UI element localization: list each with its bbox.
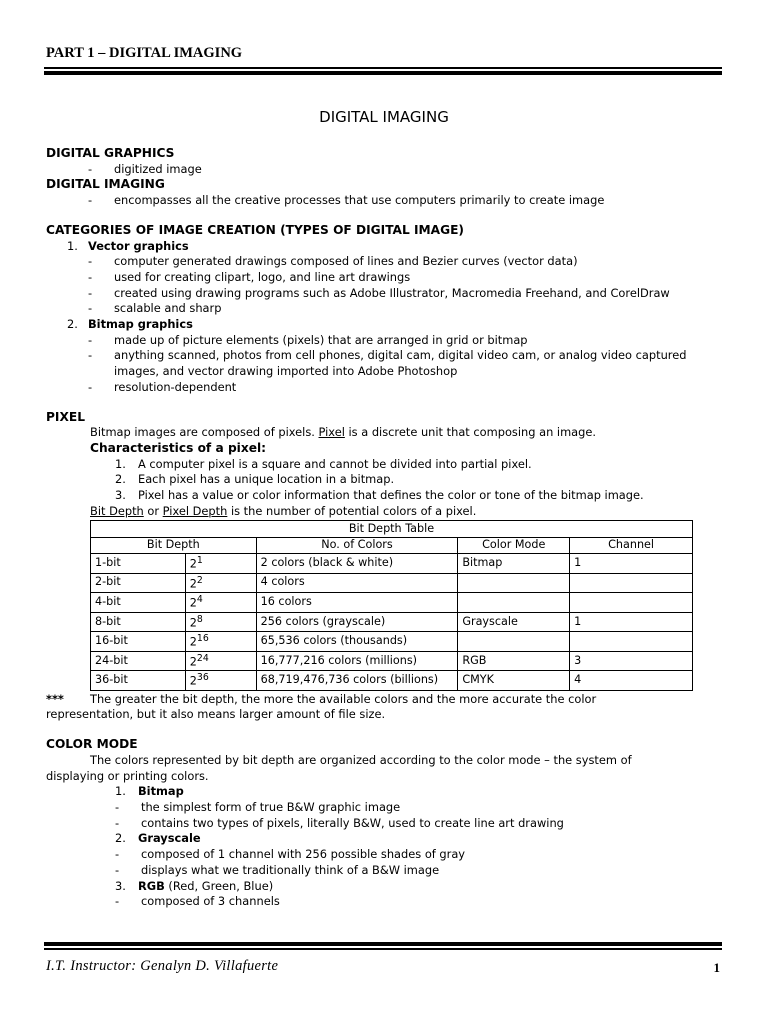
bullet-dash: - <box>115 894 120 909</box>
column-header: Channel <box>570 537 693 553</box>
bullet-item: - digitized image <box>88 161 202 176</box>
header-rule-thin <box>44 67 722 69</box>
bullet-item: - made up of picture elements (pixels) that are arranged in grid or bitmap <box>88 332 528 347</box>
bullet-dash: - <box>88 379 93 394</box>
color-mode-intro: The colors represented by bit depth are organized according to the color mode – the system of <box>90 752 632 767</box>
bullet-item: - composed of 1 channel with 256 possible shades of gray <box>115 847 466 862</box>
bit-depth-table <box>90 520 693 690</box>
table-caption-row: Bit Depth Table <box>91 521 693 537</box>
running-header: PART 1 – DIGITAL IMAGING <box>46 45 243 61</box>
column-header: Color Mode <box>458 537 570 553</box>
page-number: 1 <box>713 960 720 975</box>
table-row: 4-bit $2^4$ 16 colors <box>91 593 693 613</box>
table-header-row <box>91 537 693 553</box>
bullet-item: - composed of 3 channels <box>115 894 280 909</box>
bullet-item: - used for creating clipart, logo, and line art drawings <box>88 269 411 284</box>
section-heading-digital-imaging: DIGITAL IMAGING <box>46 177 165 192</box>
bullet-item: - created using drawing programs such as Adobe Illustrator, Macromedia Freehand, and CorelDraw <box>88 285 670 300</box>
spacer <box>46 396 726 410</box>
bullet-item: - displays what we traditionally think of a B&W image <box>115 862 440 877</box>
bit-depth-note-cont: representation, but it also means larger amount of file size. <box>46 707 386 722</box>
section-heading-pixel: PIXEL <box>46 409 85 424</box>
bullet-item: - the simplest form of true B&W graphic image <box>115 800 401 814</box>
numbered-item: 1. A computer pixel is a square and cannot be divided into partial pixel. <box>115 456 532 471</box>
table-row: 8-bit $2^8$ 256 colors (grayscale) Grayscale 1 <box>91 612 693 632</box>
bullet-item: - computer generated drawings composed of lines and Bezier curves (vector data) <box>88 254 578 269</box>
numbered-item: 2. Bitmap graphics <box>67 317 193 332</box>
bit-depth-note: *** The greater the bit depth, the more the available colors and the more accurate the color <box>46 691 597 706</box>
bullet-dash: - <box>88 285 93 300</box>
bullet-item: - contains two types of pixels, literally B&W, used to create line art drawing <box>115 815 564 830</box>
table-row: 2-bit $2^2$ 4 colors <box>91 573 693 593</box>
document-body <box>46 146 726 910</box>
bullet-dash: - <box>88 348 93 363</box>
numbered-item: 2. Grayscale <box>115 831 201 846</box>
pixel-characteristics-heading: Characteristics of a pixel: <box>90 440 267 455</box>
numbered-item: 1. Bitmap <box>115 784 184 799</box>
bullet-item: - scalable and sharp <box>88 301 222 316</box>
pixel-intro: Bitmap images are composed of pixels. Pixel is a discrete unit that composing an image. <box>90 425 597 440</box>
bullet-item: - resolution-dependent <box>88 379 237 394</box>
table-row: 24-bit $2^{24}$ 16,777,216 colors (millions) RGB 3 <box>91 651 693 671</box>
bullet-dash: - <box>88 332 93 347</box>
section-heading-digital-graphics: DIGITAL GRAPHICS <box>46 146 175 160</box>
footer-rule-thick <box>44 942 722 946</box>
bullet-dash: - <box>88 254 93 269</box>
section-heading-categories: CATEGORIES OF IMAGE CREATION (TYPES OF DIGITAL IMAGE) <box>46 222 464 237</box>
bullet-dash: - <box>115 800 120 814</box>
bullet-dash: - <box>88 161 93 176</box>
bullet-dash: - <box>88 301 93 316</box>
bit-depth-definition: Bit Depth or Pixel Depth is the number of potential colors of a pixel. <box>90 503 477 518</box>
footer-instructor: I.T. Instructor: Genalyn D. Villafuerte <box>46 958 279 974</box>
bullet-dash: - <box>115 847 120 862</box>
numbered-item: 1. Vector graphics <box>67 238 189 253</box>
bullet-dash: - <box>88 269 93 284</box>
bullet-dash: - <box>88 193 93 208</box>
color-mode-intro-cont: displaying or printing colors. <box>46 768 209 783</box>
column-header: Bit Depth <box>91 537 257 553</box>
page-title: DIGITAL IMAGING <box>319 108 449 126</box>
spacer <box>46 209 726 223</box>
numbered-item: 2. Each pixel has a unique location in a bitmap. <box>115 472 395 487</box>
column-header: No. of Colors <box>256 537 458 553</box>
numbered-item: 3. RGB (Red, Green, Blue) <box>115 878 274 893</box>
table-row: 1-bit $2^1$ 2 colors (black & white) Bitmap 1 <box>91 554 693 574</box>
table-row: 16-bit $2^{16}$ 65,536 colors (thousands) <box>91 632 693 652</box>
header-rule-thick <box>44 71 722 75</box>
footer-rule-thin <box>44 948 722 950</box>
bullet-item: - anything scanned, photos from cell phones, digital cam, digital video cam, or analog video captured images, and vector drawing imported into Adobe Photoshop <box>88 348 687 379</box>
bullet-item: - encompasses all the creative processes that use computers primarily to create image <box>88 193 605 208</box>
bullet-dash: - <box>115 862 120 877</box>
section-heading-color-mode: COLOR MODE <box>46 737 138 752</box>
note-mark: *** <box>46 691 64 706</box>
numbered-item: 3. Pixel has a value or color information that defines the color or tone of the bitmap image. <box>115 488 644 503</box>
bullet-dash: - <box>115 815 120 830</box>
spacer <box>46 723 726 737</box>
table-row: 36-bit $2^{36}$ 68,719,476,736 colors (billions) CMYK 4 <box>91 671 693 691</box>
